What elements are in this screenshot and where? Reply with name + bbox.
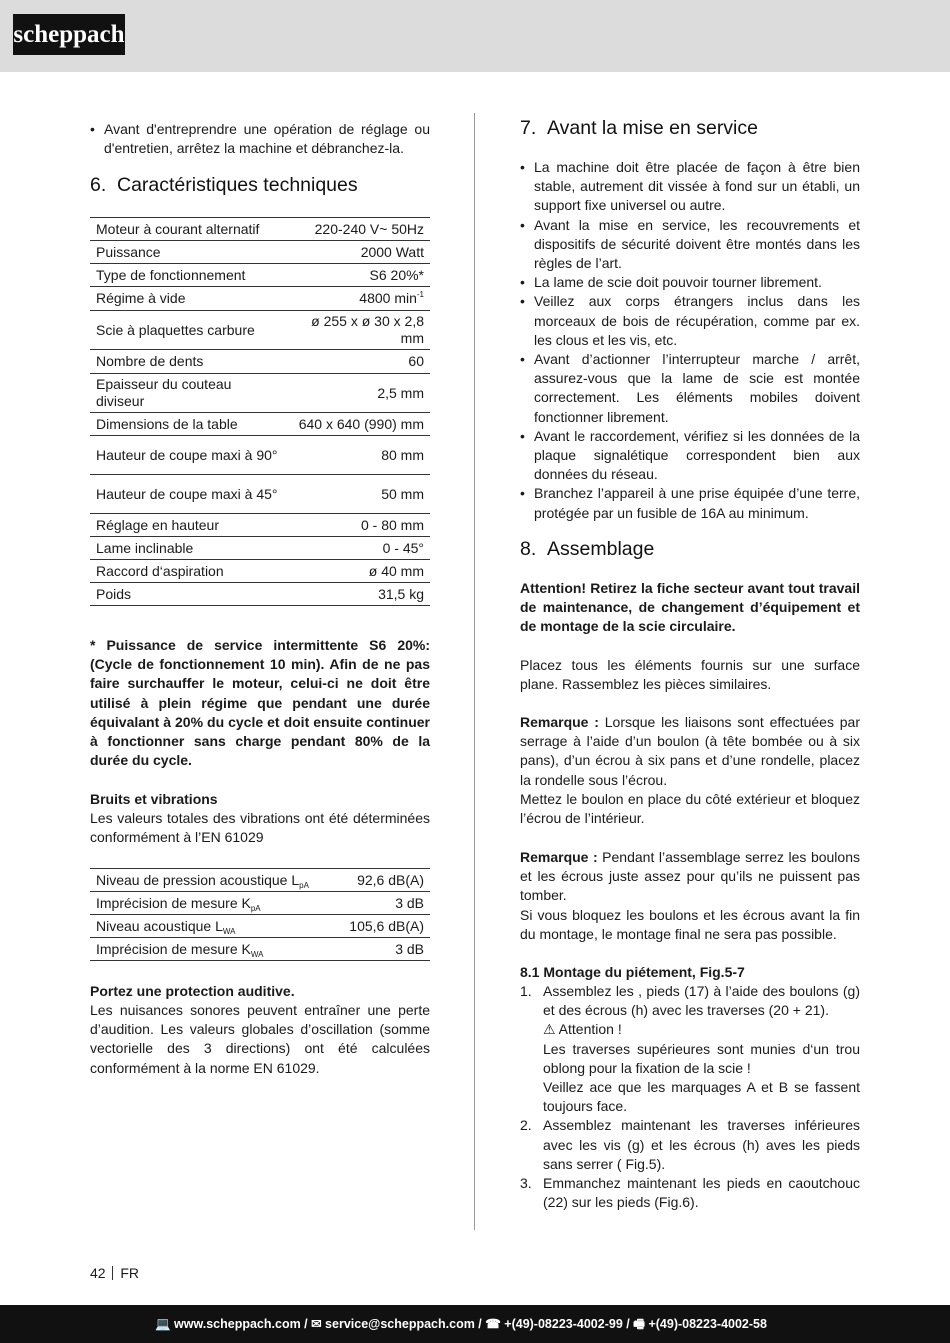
table-row	[90, 892, 430, 915]
noise-value: 105,6 dB(A)	[335, 915, 430, 938]
list-item: • Branchez l’appareil à une prise équipée d’une terre, protégée par un fusible de 16A au minimum.	[520, 484, 860, 522]
noise-label-text: Niveau acoustique L	[96, 917, 223, 934]
step-item	[520, 982, 860, 1116]
page-separator	[112, 1266, 113, 1280]
spec-label: Scie à plaquettes carbure	[90, 311, 287, 350]
section-7-heading	[520, 116, 860, 140]
spec-value: S6 20%*	[287, 264, 430, 287]
contact-line: 💻 www.scheppach.com / ✉ service@scheppach.com / ☎ +(49)-08223-4002-99 / 🖷 +(49)-08223-4002-58	[155, 1317, 767, 1331]
noise-text: Les valeurs totales des vibrations ont été déterminées conformément à l’EN 61029	[90, 810, 430, 846]
table-row	[90, 560, 430, 583]
protection-text: Les nuisances sonores peuvent entraîner une perte d’audition. Les valeurs globales d’oscillation (somme vectorielle des 3 directions) ont été calculées conformément à la norme EN 61029.	[90, 1002, 430, 1076]
noise-label-subscript: pA	[250, 903, 261, 913]
spec-label: Lame inclinable	[90, 537, 287, 560]
spec-label: Nombre de dents	[90, 350, 287, 374]
spec-label: Dimensions de la table	[90, 413, 287, 436]
step-line: Les traverses supérieures sont munies d‘un trou oblong pour la fixation de la scie !	[543, 1040, 860, 1076]
spec-value: 0 - 80 mm	[287, 514, 430, 537]
noise-label	[90, 892, 335, 915]
spec-label: Hauteur de coupe maxi à 90°	[90, 436, 287, 475]
noise-label-subscript: WA	[222, 926, 236, 936]
noise-label-subscript: WA	[250, 949, 264, 959]
remark-2	[520, 848, 860, 944]
spec-value: 220-240 V~ 50Hz	[287, 218, 430, 241]
noise-heading: Bruits et vibrations	[90, 791, 218, 807]
table-row	[90, 514, 430, 537]
remark-label: Remarque :	[520, 849, 598, 865]
table-row	[90, 218, 430, 241]
footer-contact-bar	[0, 1305, 950, 1343]
list-item: • Avant la mise en service, les recouvrements et dispositifs de sécurité doivent être montés dans les règles de l’art.	[520, 216, 860, 274]
step-line: Veillez ace que les marquages A et B se fassent toujours face.	[543, 1079, 860, 1115]
noise-label-text: Imprécision de mesure K	[96, 940, 251, 957]
noise-label-text: Niveau de pression acoustique L	[96, 871, 300, 888]
section-6-heading	[90, 173, 430, 197]
section-title: Caractéristiques techniques	[117, 174, 358, 196]
column-divider	[474, 113, 475, 1230]
language-code: FR	[120, 1265, 140, 1281]
step-line: Emmanchez maintenant les pieds en caoutchouc (22) sur les pieds (Fig.6).	[543, 1175, 860, 1211]
table-row	[90, 436, 430, 475]
spec-label: Type de fonctionnement	[90, 264, 287, 287]
noise-label	[90, 938, 335, 961]
step-line: Assemblez les , pieds (17) à l’aide des boulons (g) et des écrous (h) avec les traverses (20 + 21).	[543, 983, 860, 1019]
step-line: Assemblez maintenant les traverses inférieures avec les vis (g) et les écrous (h) aves les pieds sans serrer ( Fig.5).	[543, 1117, 860, 1172]
noise-label	[90, 869, 335, 892]
spec-value: 2,5 mm	[287, 374, 430, 413]
spec-label: Réglage en hauteur	[90, 514, 287, 537]
spec-value: 60	[287, 350, 430, 374]
remark-text-2: Mettez le boulon en place du côté extérieur et bloquez l’écrou de l’intérieur.	[520, 790, 860, 827]
subsection-8-1-heading: 8.1 Montage du piétement, Fig.5-7	[520, 964, 745, 980]
spec-value: 2000 Watt	[287, 241, 430, 264]
spec-label: Poids	[90, 583, 287, 606]
table-row	[90, 869, 430, 892]
list-item: • La lame de scie doit pouvoir tourner librement.	[520, 273, 860, 292]
page-number	[90, 1265, 139, 1281]
step-item	[520, 1174, 860, 1212]
spec-value	[287, 287, 430, 311]
remark-label: Remarque :	[520, 714, 599, 730]
table-row	[90, 413, 430, 436]
assembly-steps-list	[520, 982, 860, 1212]
section-7-bullet-list	[520, 158, 860, 523]
spec-value: 640 x 640 (990) mm	[287, 413, 430, 436]
table-row	[90, 311, 430, 350]
step-number: 3.	[520, 1175, 532, 1192]
table-row	[90, 374, 430, 413]
list-item: • Avant d'entreprendre une opération de réglage ou d'entretien, arrêtez la machine et débranchez-la.	[90, 120, 430, 158]
list-item: • Avant d’actionner l’interrupteur marche / arrêt, assurez-vous que la lame de scie est montée correctement. Les éléments mobiles doivent fonctionner librement.	[520, 350, 860, 427]
spec-label: Régime à vide	[90, 287, 287, 311]
step-number: 2.	[520, 1117, 532, 1134]
table-row	[90, 264, 430, 287]
section-number: 6.	[90, 174, 107, 196]
list-item: • Avant le raccordement, vérifiez si les données de la plaque signalétique correspondent bien aux données du réseau.	[520, 427, 860, 485]
list-item: • La machine doit être placée de façon à être bien stable, autrement dit vissée à fond sur un établi, un support fixe universel ou autre.	[520, 158, 860, 216]
spec-value-text: 4800 min	[359, 290, 417, 306]
spec-label: Hauteur de coupe maxi à 45°	[90, 475, 287, 514]
spec-value-exponent: -1	[416, 290, 424, 299]
step-item	[520, 1116, 860, 1174]
page-number-value: 42	[90, 1265, 106, 1281]
remark-text-2: Si vous bloquez les boulons et les écrous avant la fin du montage, le montage final ne sera pas possible.	[520, 906, 860, 942]
spec-value: 31,5 kg	[287, 583, 430, 606]
section-number: 8.	[520, 538, 537, 560]
list-item: • Veillez aux corps étrangers inclus dans les morceaux de bois de récupération, comme par ex. les clous et les vis, etc.	[520, 292, 860, 350]
noise-label	[90, 915, 335, 938]
spec-value: 50 mm	[287, 475, 430, 514]
table-row	[90, 583, 430, 606]
table-row	[90, 287, 430, 311]
place-text: Placez tous les éléments fournis sur une surface plane. Rassemblez les pièces similaires.	[520, 657, 860, 693]
spec-value: 80 mm	[287, 436, 430, 475]
scheppach-logo: scheppach	[13, 14, 125, 55]
spec-value: ø 255 x ø 30 x 2,8 mm	[287, 311, 430, 350]
attention-note: Attention! Retirez la fiche secteur avant tout travail de maintenance, de changement d’équipement et de montage de la scie circulaire.	[520, 580, 860, 635]
protection-heading: Portez une protection auditive.	[90, 983, 295, 999]
noise-value: 92,6 dB(A)	[335, 869, 430, 892]
footnote: * Puissance de service intermittente S6 20%: (Cycle de fonctionnement 10 min). Afin de ne pas faire surchauffer le moteur, celui-ci ne doit être utilisé à plein régime que pendant une durée équivalant à 20% du cycle et doit ensuite continuer à fonctionner sans charge pendant 80% de la durée du cycle.	[90, 637, 430, 769]
section-title: Avant la mise en service	[547, 117, 758, 139]
noise-value: 3 dB	[335, 892, 430, 915]
section-number: 7.	[520, 117, 537, 139]
table-row	[90, 537, 430, 560]
spec-label: Epaisseur du couteau diviseur	[90, 374, 287, 413]
technical-specs-table	[90, 217, 430, 606]
table-row	[90, 350, 430, 374]
table-row	[90, 915, 430, 938]
remark-text: Lorsque les liaisons sont effectuées par serrage à l’aide d’un boulon (à tête bombée ou à six pans), d’un écrou à six pans et d’une rondelle, placez la rondelle sous l’écrou.	[520, 714, 860, 788]
remark-1	[520, 713, 860, 828]
step-number: 1.	[520, 983, 532, 999]
spec-label: Puissance	[90, 241, 287, 264]
noise-label-text: Imprécision de mesure K	[96, 894, 251, 911]
step-line: ⚠ Attention !	[543, 1021, 622, 1038]
noise-value: 3 dB	[335, 938, 430, 961]
table-row	[90, 475, 430, 514]
section-8-heading	[520, 537, 860, 561]
section-title: Assemblage	[547, 538, 655, 560]
intro-bullet-list	[90, 120, 430, 158]
table-row	[90, 241, 430, 264]
noise-label-subscript: pA	[299, 880, 309, 890]
table-row	[90, 938, 430, 961]
spec-value: ø 40 mm	[287, 560, 430, 583]
noise-table	[90, 868, 430, 961]
page-header	[0, 0, 950, 72]
spec-label: Moteur à courant alternatif	[90, 218, 287, 241]
spec-label: Raccord d‘aspiration	[90, 560, 287, 583]
spec-value: 0 - 45°	[287, 537, 430, 560]
remark-text: Pendant l’assemblage serrez les boulons et les écrous juste assez pour qu’ils ne puissent pas tomber.	[520, 849, 860, 904]
